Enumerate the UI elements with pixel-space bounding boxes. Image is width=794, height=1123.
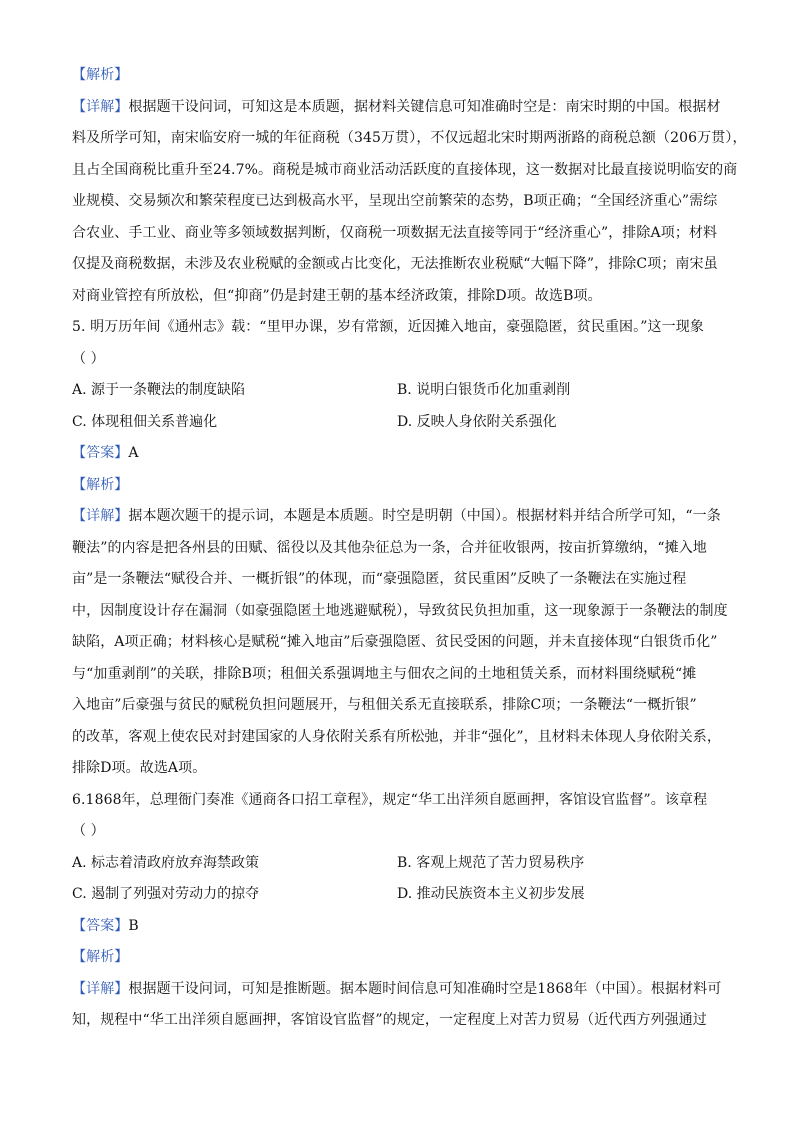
explanation-line: 仅提及商税数据，未涉及农业税赋的金额或占比变化，无法推断农业税赋“大幅下降”，排除C项；南宋虽: [72, 256, 718, 272]
analysis-label: [72, 942, 726, 974]
jiexi-tag: 【解析】: [72, 67, 129, 83]
explanation-line: 料及所学可知，南宋临安府一城的年征商税（345万贯），不仅远超北宋时期两浙路的商税总额（206万贯），: [72, 130, 747, 146]
explanation-line: 缺陷，A项正确；材料核心是赋税“摊入地亩”后豪强隐匿、贫民受困的问题，并未直接体现“白银货币化”: [72, 634, 718, 650]
explanation-line: 合农业、手工业、商业等多领域数据判断，仅商税一项数据无法直接等同于“经济重心”，排除A项；材料: [72, 224, 718, 241]
question-5-blank: （ ）: [72, 350, 105, 367]
jiexi-tag: 【解析】: [72, 949, 129, 965]
answer-value: A: [128, 445, 139, 461]
option-c: C. 遏制了列强对劳动力的掠夺: [72, 886, 260, 902]
option-d: D. 推动民族资本主义初步发展: [397, 886, 585, 902]
question-5-options-row: [72, 375, 726, 407]
question-5-answer: [72, 438, 726, 470]
explanation-line: 的改革，客观上使农民对封建国家的人身依附关系有所松弛，并非“强化”，且材料未体现人身依附关系，: [72, 728, 722, 745]
explanation-line: 知，规程中“华工出洋须自愿画押，客馆设官监督”的规定，一定程度上对苦力贸易（近代西方列强通过: [72, 1012, 707, 1028]
explanation-line: [72, 501, 726, 533]
question-6-stem: 6.1868年，总理衙门奏准《通商各口招工章程》，规定“华工出洋须自愿画押，客馆设官监督”。该章程: [72, 791, 708, 808]
explanation-line: 中，因制度设计存在漏洞（如豪强隐匿土地逃避赋税），导致贫民负担加重，这一现象源于一条鞭法的制度: [72, 602, 728, 619]
answer-value: B: [128, 917, 139, 934]
option-d: D. 反映人身依附关系强化: [397, 413, 557, 430]
answer-tag: 【答案】: [72, 917, 129, 934]
question-6-blank: （ ）: [72, 823, 105, 839]
explanation-text: 根据题干设问词，可知是推断题。据本题时间信息可知准确时空是1868年（中国）。根据材料可: [128, 980, 722, 997]
explanation-text: 据本题次题干的提示词，本题是本质题。时空是明朝（中国）。根据材料并结合所学可知，“一条: [128, 508, 721, 524]
document-page: [72, 60, 747, 1037]
explanation-line: 与“加重剥削”的关联，排除B项；租佃关系强调地主与佃农之间的土地租赁关系，而材料围绕赋税“摊: [72, 665, 697, 682]
explanation-line: 鞭法”的内容是把各州县的田赋、徭役以及其他杂征总为一条，合并征收银两，按亩折算缴纳，“摊入地: [72, 539, 707, 556]
explanation-line: [72, 974, 726, 1006]
explanation-text: 根据题干设问词，可知这是本质题，据材料关键信息可知准确时空是：南宋时期的中国。根据材: [128, 98, 721, 115]
option-a: A. 源于一条鞭法的制度缺陷: [72, 382, 246, 398]
option-c: C. 体现租佃关系普遍化: [72, 413, 218, 430]
xiangjie-tag: 【详解】: [72, 98, 129, 115]
explanation-line: 亩”是一条鞭法“赋役合并、一概折银”的体现，而“豪强隐匿，贫民重困”反映了一条鞭法在实施过程: [72, 571, 687, 587]
jiexi-tag: 【解析】: [72, 476, 129, 493]
analysis-label: [72, 470, 726, 502]
question-5-options-row: [72, 407, 726, 439]
question-6-options-row: [72, 848, 726, 880]
answer-tag: 【答案】: [72, 445, 129, 461]
explanation-line: 入地亩”后豪强与贫民的赋税负担问题展开，与租佃关系无直接联系，排除C项；一条鞭法“一概折银”: [72, 697, 697, 713]
question-6-answer: [72, 911, 726, 943]
explanation-line: 业规模、交易频次和繁荣程度已达到极高水平，呈现出空前繁荣的态势，B项正确；“全国经济重心”需综: [72, 193, 718, 209]
option-a: A. 标志着清政府放弃海禁政策: [72, 854, 260, 871]
question-5-stem: 5. 明万历年间《通州志》载：“里甲办课，岁有常额，近因摊入地亩，豪强隐匿，贫民重困。”这一现象: [72, 319, 704, 335]
option-b: B. 说明白银货币化加重剥削: [397, 382, 571, 398]
explanation-line: 对商业管控有所放松，但“抑商”仍是封建王朝的基本经济政策，排除D项。故选B项。: [72, 287, 602, 304]
explanation-line: [72, 92, 726, 124]
question-6-options-row: [72, 879, 726, 911]
explanation-line: 排除D项。故选A项。: [72, 760, 207, 776]
option-b: B. 客观上规范了苦力贸易秩序: [397, 854, 585, 871]
analysis-label: [72, 60, 726, 92]
explanation-line: 且占全国商税比重升至24.7%。商税是城市商业活动活跃度的直接体现，这一数据对比最直接说明临安的商: [72, 161, 738, 178]
xiangjie-tag: 【详解】: [72, 508, 129, 524]
xiangjie-tag: 【详解】: [72, 980, 129, 997]
